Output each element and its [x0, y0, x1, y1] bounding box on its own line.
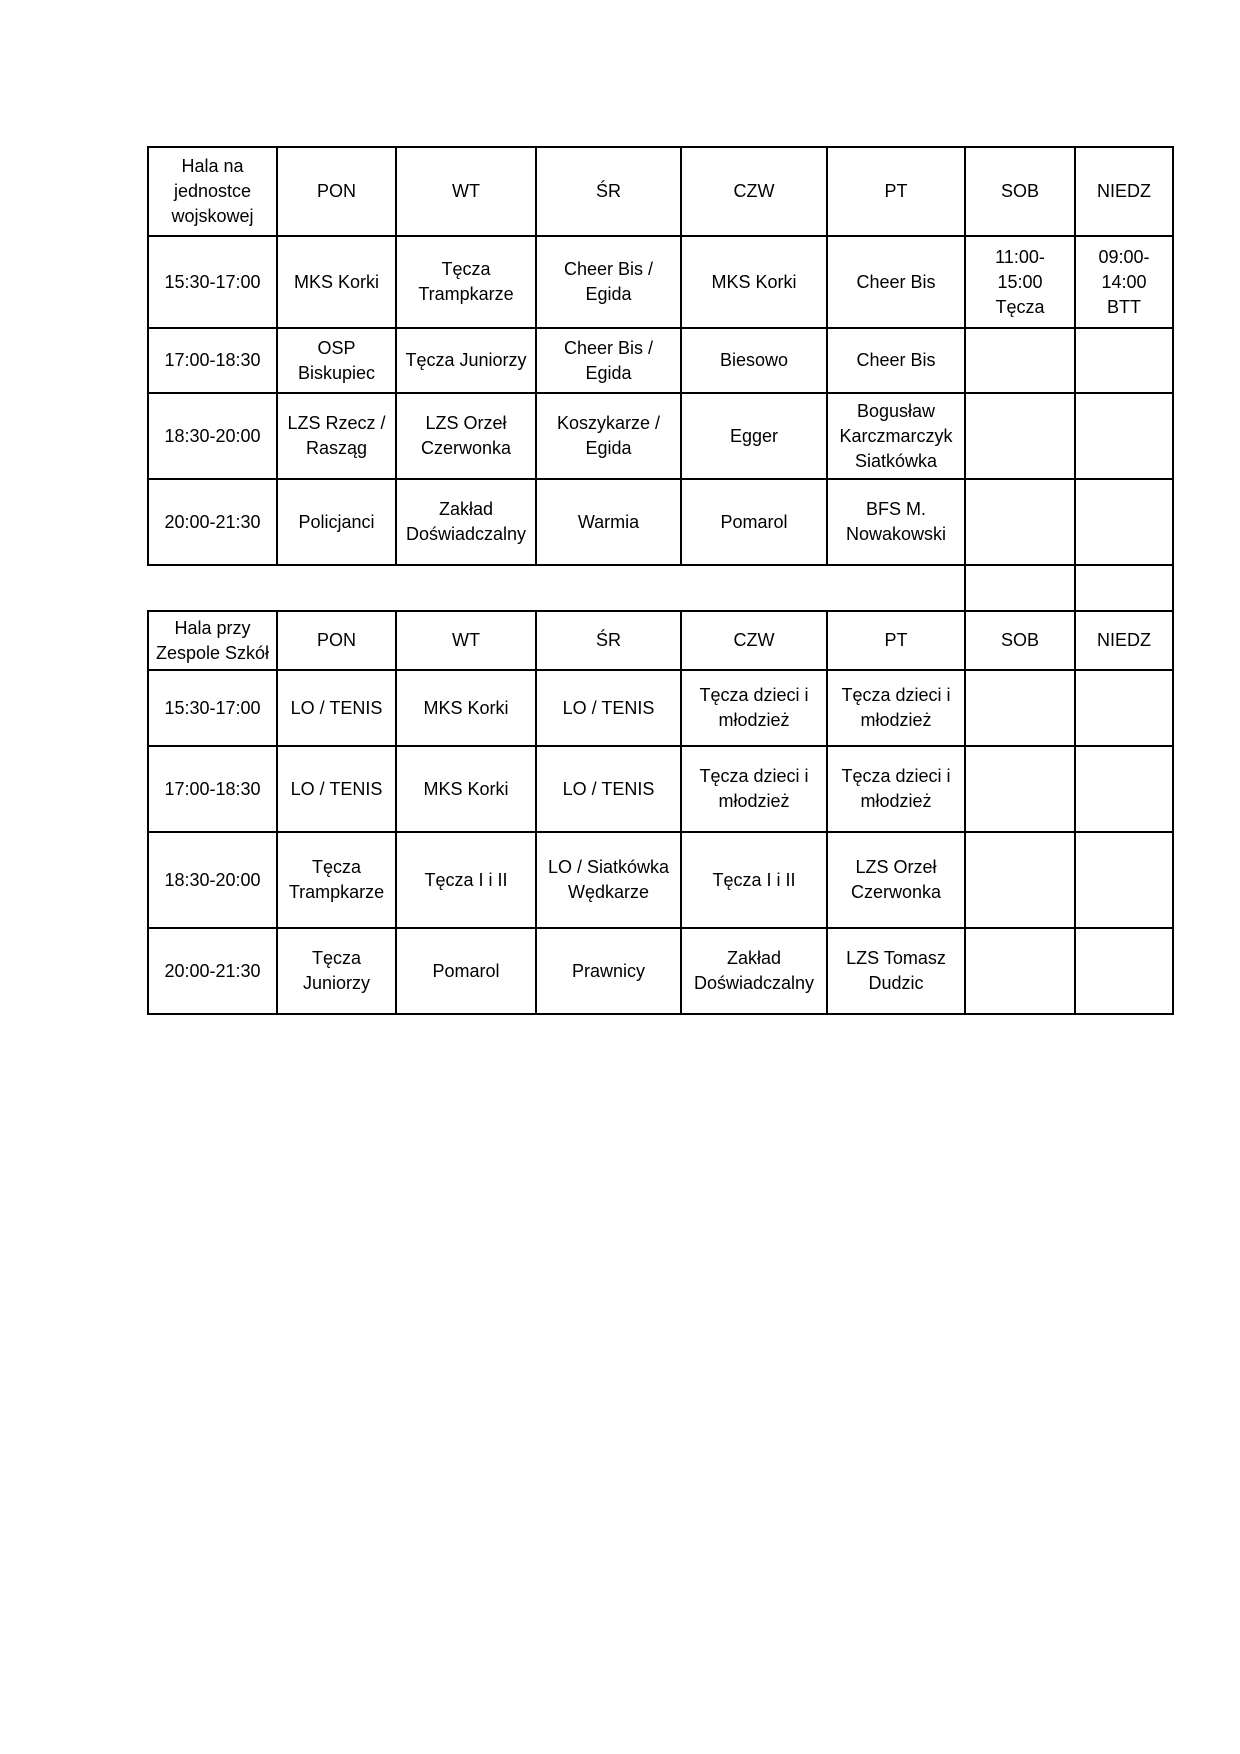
day-header-mon: PON — [277, 611, 396, 670]
schedule-cell: Egger — [681, 393, 827, 479]
day-header-fri: PT — [827, 147, 965, 236]
day-header-thu: CZW — [681, 611, 827, 670]
schedule-cell: MKS Korki — [681, 236, 827, 328]
table-row — [148, 393, 1173, 479]
schedule-cell: Zakład Doświadczalny — [681, 928, 827, 1014]
day-header-wed: ŚR — [536, 147, 681, 236]
table-row — [148, 832, 1173, 928]
schedule-cell: Cheer Bis / Egida — [536, 236, 681, 328]
schedule-cell: 09:00- 14:00 BTT — [1075, 236, 1173, 328]
schedule-cell: Cheer Bis / Egida — [536, 328, 681, 393]
hall-name-cell: Hala na jednostce wojskowej — [148, 147, 277, 236]
schedule-cell — [965, 479, 1075, 565]
time-slot-cell: 20:00-21:30 — [148, 928, 277, 1014]
schedule-cell: LO / TENIS — [536, 670, 681, 746]
time-slot-cell: 18:30-20:00 — [148, 832, 277, 928]
time-slot-cell: 20:00-21:30 — [148, 479, 277, 565]
header-row — [148, 611, 1173, 670]
hall-name-cell: Hala przy Zespole Szkół — [148, 611, 277, 670]
time-slot-cell: 15:30-17:00 — [148, 670, 277, 746]
spacer-cell — [965, 565, 1075, 611]
spacer-cell — [681, 565, 827, 611]
spacer-cell — [277, 565, 396, 611]
spacer-cell — [148, 565, 277, 611]
day-header-sun: NIEDZ — [1075, 147, 1173, 236]
header-row — [148, 147, 1173, 236]
schedule-cell: BFS M. Nowakowski — [827, 479, 965, 565]
schedule-cell: Pomarol — [681, 479, 827, 565]
schedule-cell: LO / TENIS — [277, 670, 396, 746]
schedule-cell: Tęcza I i II — [681, 832, 827, 928]
schedule-cell: Cheer Bis — [827, 328, 965, 393]
schedule-cell: LZS Tomasz Dudzic — [827, 928, 965, 1014]
schedule-cell: Zakład Doświadczalny — [396, 479, 536, 565]
time-slot-cell: 15:30-17:00 — [148, 236, 277, 328]
schedule-cell — [1075, 928, 1173, 1014]
spacer-row — [148, 565, 1173, 611]
spacer-cell — [396, 565, 536, 611]
schedule-cell: Biesowo — [681, 328, 827, 393]
schedule-cell: Warmia — [536, 479, 681, 565]
schedule-cell: Cheer Bis — [827, 236, 965, 328]
schedule-cell: Koszykarze / Egida — [536, 393, 681, 479]
schedule-cell: Bogusław Karczmarczyk Siatkówka — [827, 393, 965, 479]
schedule-cell: MKS Korki — [396, 746, 536, 832]
spacer-cell — [827, 565, 965, 611]
schedule-cell — [965, 832, 1075, 928]
schedule-cell: Tęcza dzieci i młodzież — [681, 670, 827, 746]
schedule-cell: LO / TENIS — [536, 746, 681, 832]
schedule-cell: Tęcza Juniorzy — [396, 328, 536, 393]
spacer-cell — [536, 565, 681, 611]
schedule-cell: 11:00- 15:00 Tęcza — [965, 236, 1075, 328]
schedule-cell — [965, 328, 1075, 393]
day-header-sun: NIEDZ — [1075, 611, 1173, 670]
schedule-cell — [965, 393, 1075, 479]
day-header-sat: SOB — [965, 147, 1075, 236]
schedule-cell: Tęcza dzieci i młodzież — [827, 746, 965, 832]
schedule-cell: Policjanci — [277, 479, 396, 565]
schedule-cell: LZS Rzecz / Rasząg — [277, 393, 396, 479]
schedule-table-military-hall — [147, 146, 1174, 611]
table-row — [148, 746, 1173, 832]
schedule-cell — [965, 746, 1075, 832]
schedule-cell: Tęcza Trampkarze — [396, 236, 536, 328]
schedule-cell: Tęcza Trampkarze — [277, 832, 396, 928]
schedule-cell: Prawnicy — [536, 928, 681, 1014]
schedule-cell — [1075, 328, 1173, 393]
schedule-cell — [1075, 746, 1173, 832]
schedule-cell: Pomarol — [396, 928, 536, 1014]
schedule-cell: MKS Korki — [277, 236, 396, 328]
day-header-wed: ŚR — [536, 611, 681, 670]
day-header-mon: PON — [277, 147, 396, 236]
table-row — [148, 328, 1173, 393]
schedule-cell — [1075, 393, 1173, 479]
schedule-cell — [965, 670, 1075, 746]
time-slot-cell: 17:00-18:30 — [148, 328, 277, 393]
table-row — [148, 236, 1173, 328]
spacer-cell — [1075, 565, 1173, 611]
schedule-cell — [1075, 670, 1173, 746]
schedule-cell — [1075, 832, 1173, 928]
table-row — [148, 479, 1173, 565]
day-header-fri: PT — [827, 611, 965, 670]
schedule-cell: LZS Orzeł Czerwonka — [827, 832, 965, 928]
schedule-table-school-hall — [147, 610, 1174, 1015]
schedule-cell: Tęcza dzieci i młodzież — [827, 670, 965, 746]
table-row — [148, 670, 1173, 746]
schedule-cell: OSP Biskupiec — [277, 328, 396, 393]
day-header-tue: WT — [396, 611, 536, 670]
schedule-cell: Tęcza Juniorzy — [277, 928, 396, 1014]
time-slot-cell: 17:00-18:30 — [148, 746, 277, 832]
table-row — [148, 928, 1173, 1014]
day-header-thu: CZW — [681, 147, 827, 236]
schedule-cell: Tęcza dzieci i młodzież — [681, 746, 827, 832]
schedule-cell: MKS Korki — [396, 670, 536, 746]
schedule-cell — [965, 928, 1075, 1014]
schedule-cell — [1075, 479, 1173, 565]
schedule-cell: LZS Orzeł Czerwonka — [396, 393, 536, 479]
day-header-tue: WT — [396, 147, 536, 236]
schedule-cell: LO / TENIS — [277, 746, 396, 832]
time-slot-cell: 18:30-20:00 — [148, 393, 277, 479]
schedule-cell: LO / Siatkówka Wędkarze — [536, 832, 681, 928]
day-header-sat: SOB — [965, 611, 1075, 670]
schedule-cell: Tęcza I i II — [396, 832, 536, 928]
